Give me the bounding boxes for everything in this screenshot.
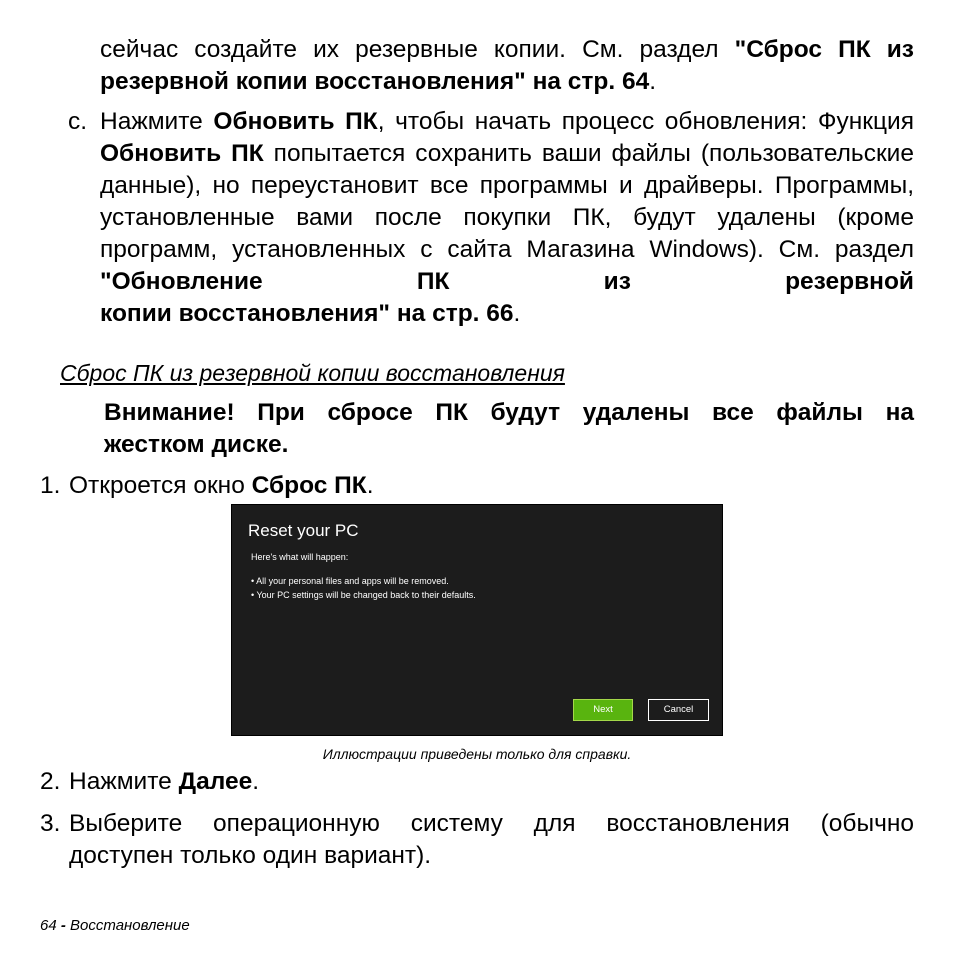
step-3-marker: 3. — [40, 810, 61, 837]
section-heading: Сброс ПК из резервной копии восстановления — [60, 360, 565, 386]
warning-line-1: Внимание! При сбросе ПК будут удалены все файлы на — [104, 399, 914, 426]
list-item: • All your personal files and apps will be removed. — [251, 576, 449, 586]
list-item: • Your PC settings will be changed back to their defaults. — [251, 590, 476, 600]
intro-reference-bold: "Сброс ПК из — [734, 36, 914, 63]
step-2-text: Нажмите Далее. — [69, 768, 260, 795]
figure-caption: Иллюстрации приведены только для справки. — [322, 746, 632, 762]
step-1-marker: 1. — [40, 472, 61, 499]
item-c-marker: c. — [68, 108, 88, 135]
next-button[interactable]: Next — [573, 699, 633, 721]
cancel-button[interactable]: Cancel — [648, 699, 709, 721]
reset-dialog-subtitle: Here's what will happen: — [251, 552, 349, 562]
intro-line-2: резервной копии восстановления" на стр. 64. — [100, 68, 657, 95]
step-1-text: Откроется окно Сброс ПК. — [69, 472, 374, 499]
step-3-line-1: Выберите операционную систему для восстановления (обычно — [69, 810, 914, 837]
page-number: 64 — [40, 917, 57, 934]
reset-pc-screenshot — [231, 504, 723, 736]
warning-note — [104, 397, 914, 461]
item-c-last-line: копии восстановления" на стр. 66. — [100, 300, 521, 327]
footer-section: Восстановление — [70, 917, 190, 934]
item-c-body: Нажмите Обновить ПК, чтобы начать процесс обновления: Функция Обновить ПК попытается сохранить ваши файлы (пользовательские данные), но переустановит все программы и драйверы. Программы, установленные вами после покупки ПК, будут удалены (кроме программ, установленных с сайта Магазина Windows). См. раздел "Обновление ПК из резервной — [100, 108, 914, 295]
item-c-paragraph — [100, 106, 914, 330]
intro-line-1: сейчас создайте их резервные копии. См. раздел "Сброс ПК из — [100, 36, 914, 63]
step-3-line-2: доступен только один вариант). — [69, 842, 432, 869]
step-2-marker: 2. — [40, 768, 61, 795]
intro-paragraph — [100, 34, 914, 98]
page-footer: 64 - Восстановление — [40, 917, 190, 934]
reset-dialog-title: Reset your PC — [248, 521, 359, 540]
warning-line-2: жестком диске. — [104, 431, 289, 458]
step-3-text — [69, 808, 914, 872]
reset-dialog-bullets — [251, 574, 476, 602]
